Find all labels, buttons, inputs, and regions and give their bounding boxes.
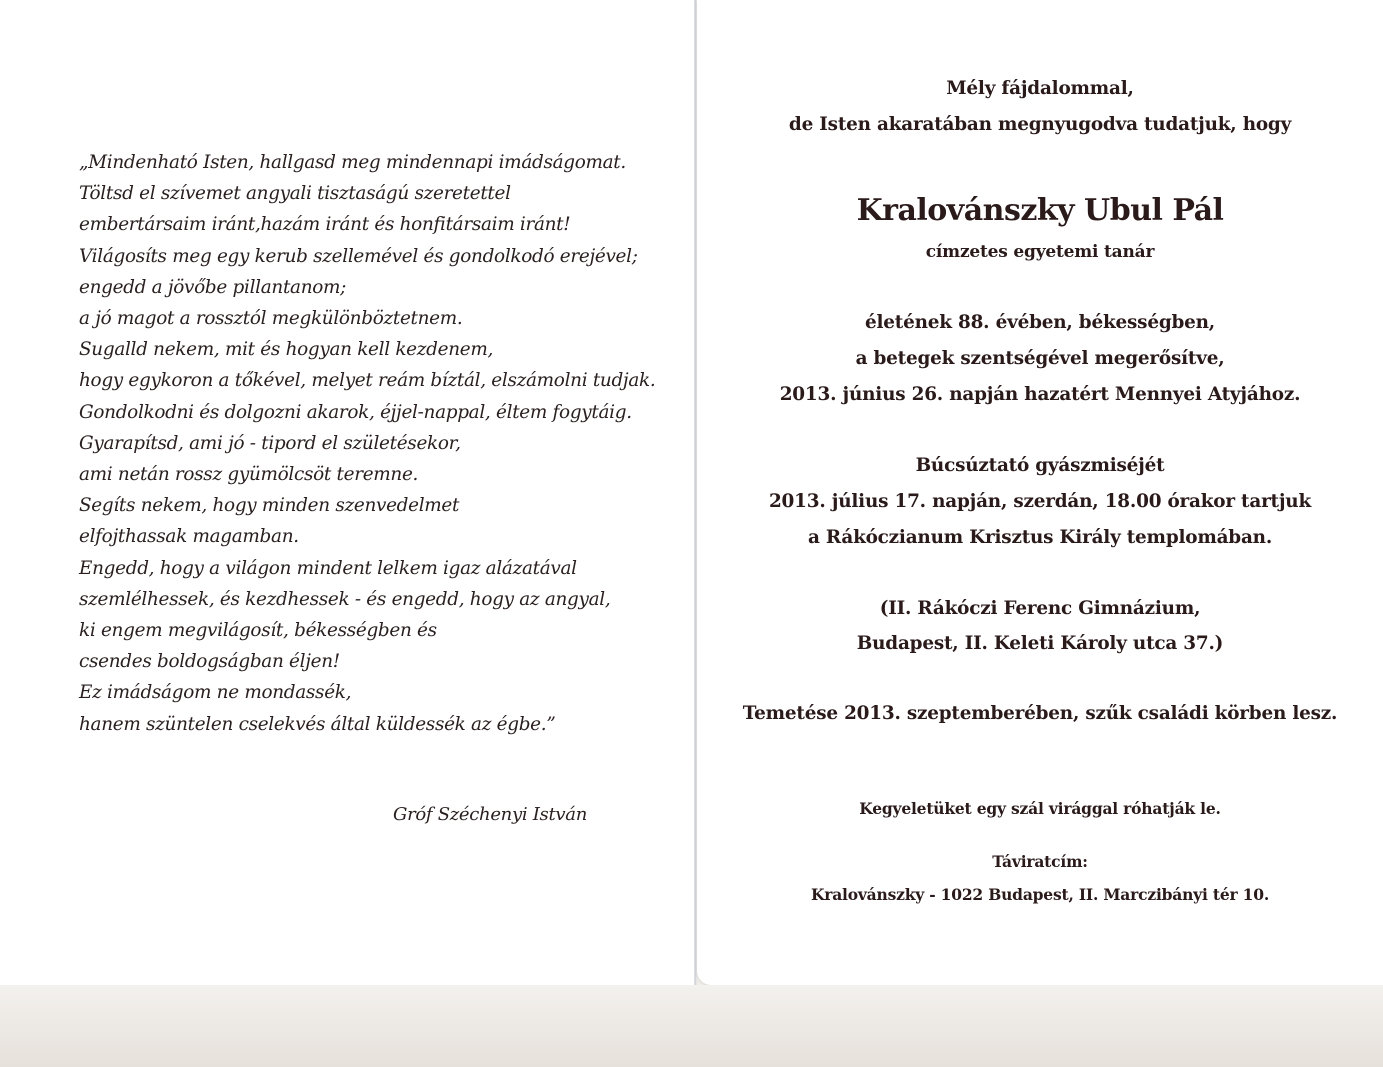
death-line: életének 88. évében, békességben,	[864, 312, 1216, 333]
prayer-line: Gondolkodni és dolgozni akarok, éjjel-nappal, éltem fogytáig.	[79, 401, 632, 423]
prayer-line: Gyarapítsd, ami jó - tipord el születésekor,	[79, 432, 461, 454]
telegram-label: Táviratcím:	[992, 852, 1088, 871]
prayer-line: Sugalld nekem, mit és hogyan kell kezdenem,	[79, 339, 494, 361]
prayer-line: Világosíts meg egy kerub szellemével és gondolkodó erejével;	[79, 245, 638, 267]
death-line: a betegek szentségével megerősítve,	[855, 348, 1225, 369]
mass-line: a Rákóczianum Krisztus Király templomában.	[807, 527, 1273, 548]
address-line: (II. Rákóczi Ferenc Gimnázium,	[879, 598, 1201, 619]
intro-line: Mély fájdalommal,	[946, 78, 1134, 99]
prayer-line: ki engem megvilágosít, békességben és	[79, 620, 437, 642]
prayer-text	[79, 147, 679, 740]
prayer-line: szemlélhessek, és kezdhessek - és engedd, hogy az angyal,	[79, 588, 611, 610]
prayer-author: Gróf Széchenyi István	[392, 804, 587, 825]
prayer-line: Segíts nekem, hogy minden szenvedelmet	[79, 495, 460, 517]
intro-line: de Isten akaratában megnyugodva tudatjuk, hogy	[788, 114, 1292, 135]
address-line: Budapest, II. Keleti Károly utca 37.)	[856, 633, 1224, 654]
prayer-line: elfojthassak magamban.	[79, 526, 299, 548]
funeral-line: Temetése 2013. szeptemberében, szűk családi körben lesz.	[742, 703, 1338, 724]
prayer-line: Engedd, hogy a világon mindent lelkem igaz alázatával	[79, 557, 577, 579]
prayer-line: Ez imádságom ne mondassék,	[79, 682, 352, 704]
prayer-line: hogy egykoron a tőkével, melyet reám bíztál, elszámolni tudjak.	[79, 370, 656, 392]
mass-line: Búcsúztató gyászmiséjét	[915, 455, 1165, 476]
prayer-line: Töltsd el szívemet angyali tisztaságú szeretettel	[79, 183, 511, 205]
deceased-title: címzetes egyetemi tanár	[925, 242, 1155, 262]
prayer-line: ami netán rossz gyümölcsöt teremne.	[79, 464, 419, 486]
prayer-line: engedd a jövőbe pillantanom;	[79, 276, 347, 298]
prayer-line: hanem szüntelen cselekvés által küldessék az égbe.”	[79, 713, 556, 735]
death-notice	[697, 0, 1383, 985]
deceased-name: Kralovánszky Ubul Pál	[856, 193, 1224, 228]
prayer-line: embertársaim iránt,hazám iránt és honfitársaim iránt!	[79, 214, 571, 236]
prayer-line: csendes boldogságban éljen!	[79, 651, 340, 673]
prayer-line: a jó magot a rossztól megkülönböztetnem.	[79, 308, 463, 330]
prayer-line: „Mindenható Isten, hallgasd meg mindennapi imádságomat.	[79, 152, 626, 173]
mass-line: 2013. július 17. napján, szerdán, 18.00 órakor tartjuk	[768, 491, 1312, 512]
flowers-line: Kegyeletüket egy szál virággal róhatják le.	[859, 799, 1221, 818]
death-line: 2013. június 26. napján hazatért Mennyei Atyjához.	[779, 384, 1301, 405]
scan-background	[0, 985, 1383, 1067]
telegram-address: Kralovánszky - 1022 Budapest, II. Marczibányi tér 10.	[810, 885, 1270, 904]
